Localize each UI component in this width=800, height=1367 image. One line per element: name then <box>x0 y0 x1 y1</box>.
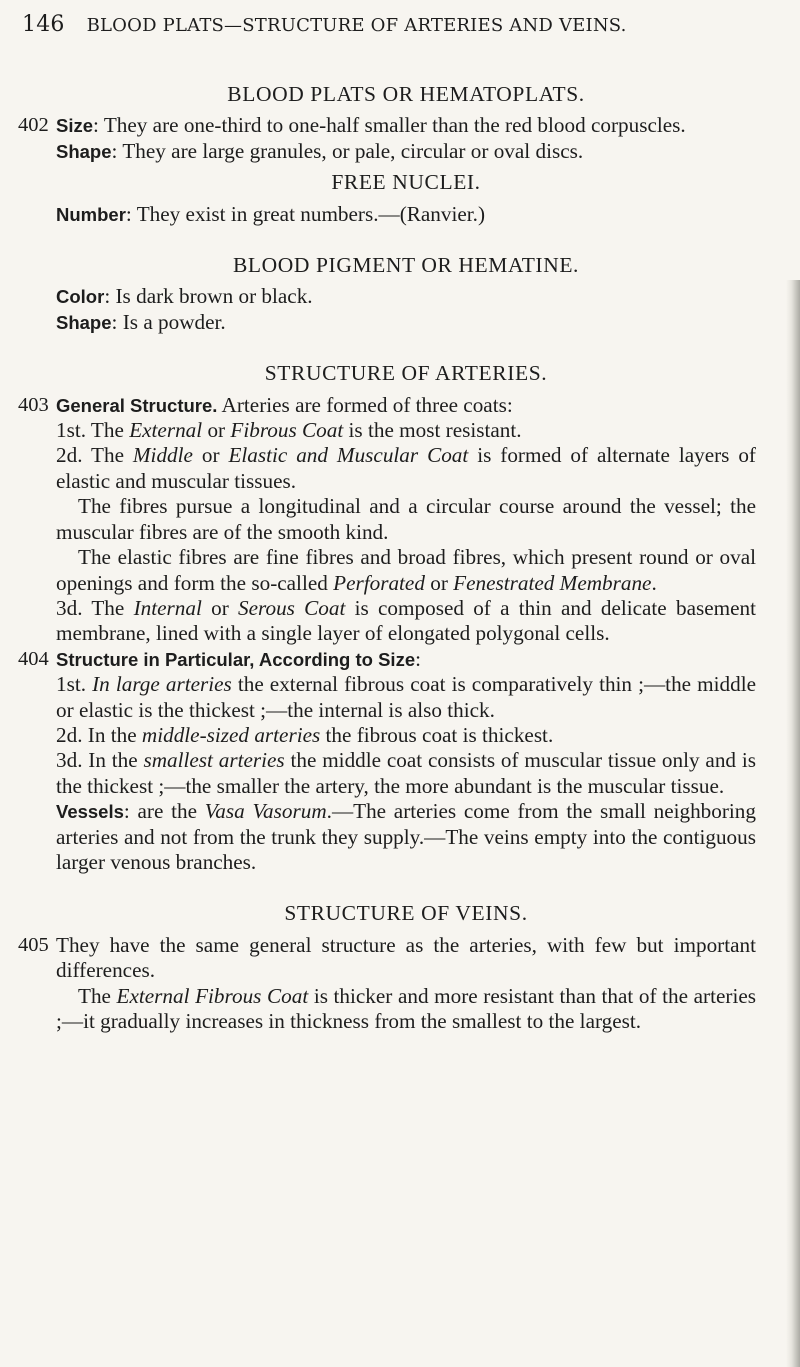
paragraph-404: 404 Structure in Particular, According to Size: 1st. In large arteries the external fibrous coat is comparatively thin ;—the middle or elastic is the thickest ;—the internal is also thick. 2d. In the middle-sized arteries the fibrous coat is thickest. 3d. In the smallest arteries the middle coat consists of muscular tissue only and is the thickest ;—the smaller the artery, the more abundant is the muscular tissue. Vessels: are the Vasa Vasorum.—The arteries come from the small neighboring arteries and not from the trunk they supply.—The veins empty into the contiguous larger venous branches. <box>18 646 756 874</box>
text-smallest-arteries: 3d. In the smallest arteries the middle coat consists of muscular tissue only and is the thickest ;—the smaller the artery, the more abundant is the muscular tissue. <box>56 748 756 798</box>
text-vessels: Vessels: are the Vasa Vasorum.—The arteries come from the small neighboring arteries and not from the trunk they supply.—The veins empty into the contiguous larger venous branches. <box>56 799 756 874</box>
text-shape: : They are large granules, or pale, circular or oval discs. <box>111 138 584 163</box>
paragraph-402 <box>18 113 756 164</box>
text-veins-intro: They have the same general structure as the arteries, with few but important differences. <box>56 932 756 983</box>
heading-blood-pigment: BLOOD PIGMENT OR HEMATINE. <box>232 253 580 278</box>
text-general-structure: Arteries are formed of three coats: <box>217 392 513 417</box>
paragraph-405 <box>18 932 756 1035</box>
heading-blood-plats: BLOOD PLATS OR HEMATOPLATS. <box>227 82 585 106</box>
paragraph-number-403: 403 <box>18 393 49 416</box>
label-structure-particular: Structure in Particular, According to Size <box>56 648 416 670</box>
label-size: Size <box>56 115 94 137</box>
text-third-coat: 3d. The Internal or Serous Coat is composed of a thin and delicate basement membrane, lined with a single layer of elongated polygonal cells. <box>56 595 756 646</box>
heading-arteries: STRUCTURE OF ARTERIES. <box>264 361 548 386</box>
page-body <box>18 82 756 1034</box>
text-first-coat: 1st. The External or Fibrous Coat is the most resistant. <box>56 418 522 443</box>
label-color: Color <box>56 286 105 308</box>
running-head <box>22 12 782 37</box>
page-edge-shadow <box>786 280 800 1367</box>
label-general-structure: General Structure. <box>56 394 218 416</box>
page-number: 146 <box>22 12 65 37</box>
paragraph-number-404: 404 <box>18 647 49 670</box>
text-veins-external: The External Fibrous Coat is thicker and more resistant than that of the arteries ;—it gradually increases in thickness from the smallest to the largest. <box>56 983 756 1033</box>
text-elastic-fibres: The elastic fibres are fine fibres and broad fibres, which present round or oval openings and form the so-called Perforated or Fenestrated Membrane. <box>56 545 756 595</box>
text-pigment-shape: : Is a powder. <box>111 309 226 334</box>
label-pigment-shape: Shape <box>56 311 112 333</box>
text-color: : Is dark brown or black. <box>104 284 313 309</box>
paragraph-number-402: 402 <box>18 114 49 137</box>
heading-veins: STRUCTURE OF VEINS. <box>284 901 528 926</box>
text-number: : They exist in great numbers.—(Ranvier.) <box>125 201 486 226</box>
label-number: Number <box>56 203 126 225</box>
text-second-coat: 2d. The Middle or Elastic and Muscular Coat is formed of alternate layers of elastic and muscular tissues. <box>56 443 756 493</box>
text-middle-arteries: 2d. In the middle-sized arteries the fibrous coat is thickest. <box>56 722 554 747</box>
label-vessels: Vessels <box>56 801 124 823</box>
paragraph-number-405: 405 <box>18 933 49 956</box>
label-shape: Shape <box>56 140 112 162</box>
text-large-arteries: 1st. In large arteries the external fibrous coat is comparatively thin ;—the middle or elastic is the thickest ;—the internal is also thick. <box>56 672 756 722</box>
paragraph-403 <box>18 392 756 647</box>
text-fibres: The fibres pursue a longitudinal and a circular course around the vessel; the muscular fibres are of the smooth kind. <box>56 494 756 544</box>
heading-free-nuclei: FREE NUCLEI. <box>331 170 481 195</box>
text-size: : They are one-third to one-half smaller than the red blood corpuscles. <box>93 113 686 138</box>
running-head-title: BLOOD PLATS—STRUCTURE OF ARTERIES AND VEINS. <box>86 15 627 36</box>
